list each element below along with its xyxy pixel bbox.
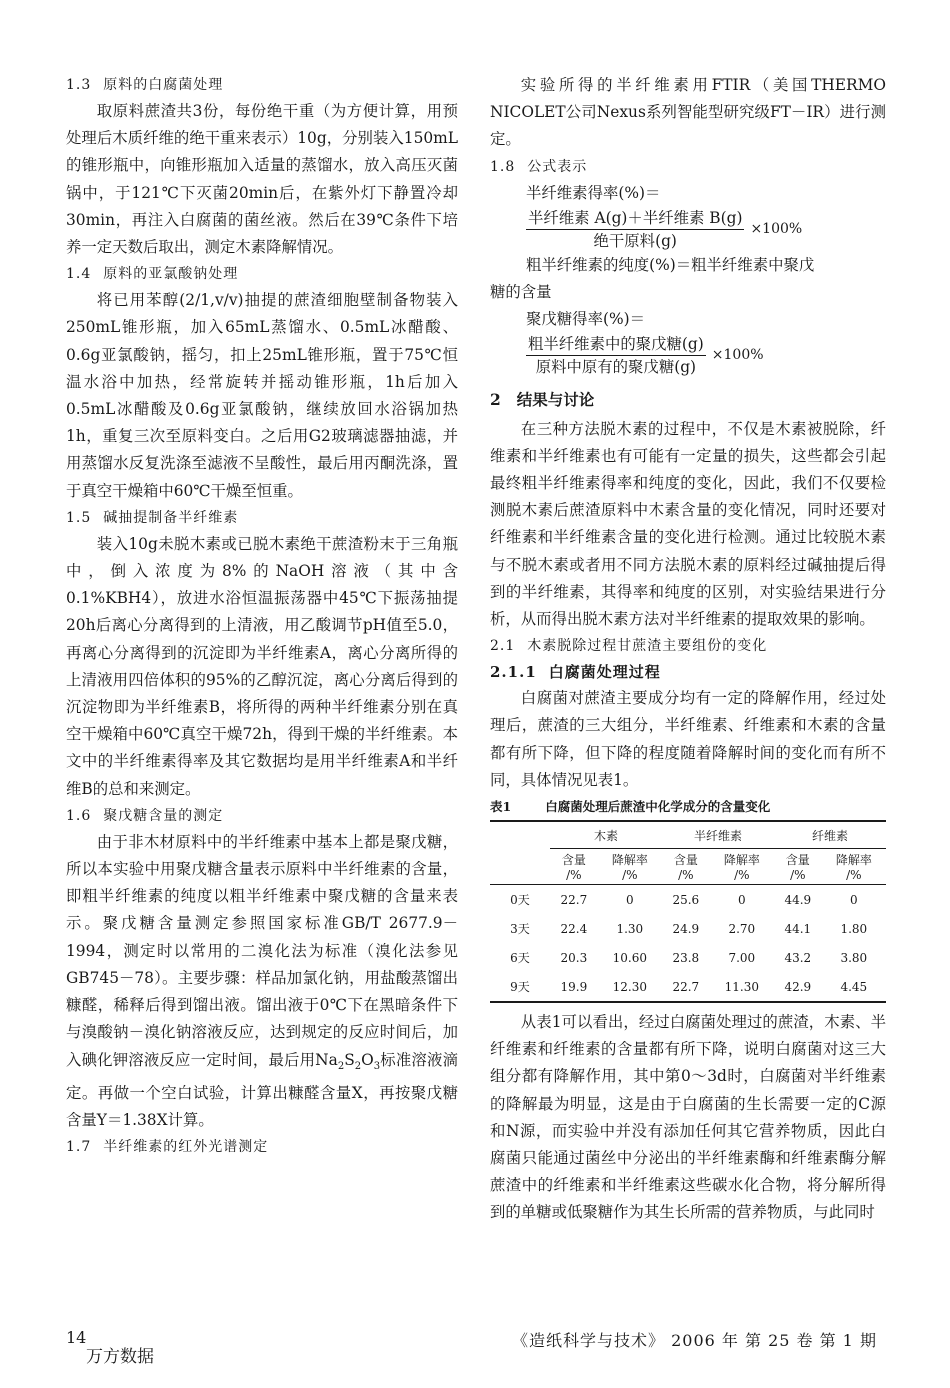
watermark: 万方数据 bbox=[86, 1347, 154, 1367]
table-subheader-row bbox=[490, 849, 886, 885]
table-subheader: 含量 /% bbox=[561, 853, 586, 883]
section-heading-1-3: 1.3 原料的白腐菌处理 bbox=[66, 77, 224, 93]
table-subheader: 含量 /% bbox=[673, 853, 698, 883]
fraction: $\frac{\text{粗半纤维素中的聚戊糖(g)}}{\text{原料中原有的聚戊糖(g)}}$ bbox=[528, 334, 704, 376]
page-number: 14 bbox=[66, 1328, 87, 1347]
section-heading-1-8: 1.8 公式表示 bbox=[490, 158, 588, 175]
table-group-header: 半纤维素 bbox=[662, 821, 774, 849]
table-row: 3天 22.4 1.30 24.9 2.70 44.1 1.80 bbox=[510, 921, 868, 937]
table-subheader: 降解率 /% bbox=[835, 853, 872, 883]
paragraph-1-3: 取原料蔗渣共3份，每份绝干重（为方便计算，用预处理后木质纤维的绝干重来表示）10g，分别装入150mL的锥形瓶中，向锥形瓶加入适量的蒸馏水，放入高压灭菌锅中，于121℃下灭菌20min后，在紫外灯下静置冷却30min，再注入白腐菌的菌丝液。然后在39℃条件下培养一定天数后取出，测定木素降解情况。 bbox=[66, 102, 458, 257]
paragraph-ftir: 实验所得的半纤维素用FTIR（美国THERMO NICOLET公司Nexus系列智能型研究级FT－IR）进行测定。 bbox=[490, 76, 886, 149]
section-heading-2: 2 结果与讨论 bbox=[490, 389, 595, 409]
right-column bbox=[490, 72, 886, 1227]
formula-pentosan-yield: 聚戊糖得率(%)＝ $\frac{\text{粗半纤维素中的聚戊糖(g)}}{\text{原料中原有的聚戊糖(g)}}$ ×100% bbox=[526, 309, 764, 376]
section-heading-2-1-1: 2.1.1 白腐菌处理过程 bbox=[490, 663, 661, 682]
table-row: 0天 22.7 0 25.6 0 44.9 0 bbox=[510, 892, 858, 908]
left-column bbox=[66, 72, 458, 1160]
paragraph-1-6: 由于非木材原料中的半纤维素中基本上都是聚戊糖，所以本实验中用聚戊糖含量表示原料中半纤维素的含量，即粗半纤维素的纯度以粗半纤维素中聚戊糖的含量来表示。聚戊糖含量测定参照国家标准GB/T 2677.9－1994，测定时以常用的二溴化法为标准（溴化法参见GB745－78）。主要步骤：样品加氯化钠，用盐酸蒸馏出糠醛，稀释后得到馏出液。馏出液于0℃下在黑暗条件下与溴酸钠－溴化钠溶液反应，达到规定的反应时间后，加入碘化钾溶液反应一定时间，最后用$Na_2S_2O_3$标准溶液滴定。再做一个空白试验，计算出糠醛含量X，再按聚戊糖含量Y＝1.38X计算。 bbox=[66, 832, 458, 1129]
formula-hemicellulose-yield: 半纤维素得率(%)＝ $\frac{\text{半纤维素 A(g)＋半纤维素 B(g)}}{\text{绝干原料(g)}}$ ×100% bbox=[526, 183, 803, 250]
journal-footer: 《造纸科学与技术》 2006 年 第 25 卷 第 1 期 bbox=[512, 1331, 877, 1350]
table-group-header: 木素 bbox=[550, 821, 662, 849]
paragraph-2-1-1: 白腐菌对蔗渣主要成分均有一定的降解作用，经过处理后，蔗渣的三大组分，半纤维素、纤维素和木素的含量都有所下降，但下降的程度随着降解时间的变化而有所不同，具体情况见表1。 bbox=[490, 689, 886, 789]
table-row: 6天 20.3 10.60 23.8 7.00 43.2 3.80 bbox=[510, 950, 868, 966]
section-heading-1-7: 1.7 半纤维素的红外光谱测定 bbox=[66, 1139, 269, 1156]
formula-purity: 粗半纤维素的纯度(%)＝粗半纤维素中聚戊 糖的含量 bbox=[490, 255, 815, 301]
table-caption: 表1 白腐菌处理后蔗渣中化学成分的含量变化 bbox=[490, 799, 771, 815]
paragraph-table-discussion: 从表1可以看出，经过白腐菌处理过的蔗渣，木素、半纤维素和纤维素的含量都有所下降，说明白腐菌对这三大组分都有降解作用，其中第0～3d时，白腐菌对半纤维素的降解最为明显，这是由于白腐菌的生长需要一定的C源和N源，而实验中并没有添加任何其它营养物质，因此白腐菌只能通过菌丝中分泌出的半纤维素酶和纤维素酶分解蔗渣中的纤维素和半纤维素这些碳水化合物，将分解所得到的单糖或低聚糖作为其生长所需的营养物质，与此同时 bbox=[490, 1013, 886, 1222]
table-group-header: 纤维素 bbox=[774, 821, 886, 849]
paragraph-1-5: 装入10g未脱木素或已脱木素绝干蔗渣粉末于三角瓶中，倒入浓度为8%的NaOH溶液（其中含0.1%KBH4），放进水浴恒温振荡器中45℃下振荡抽提20h后离心分离得到的上清液，用乙酸调节pH值至5.0，再离心分离得到的沉淀即为半纤维素A，离心分离所得的上清液用四倍体积的95%的乙醇沉淀，离心分离后得到的沉淀物即为半纤维素B，将所得的两种半纤维素分别在真空干燥箱中60℃真空干燥72h，得到干燥的半纤维素。本文中的半纤维素得率及其它数据均是用半纤维素A和半纤维B的总和来测定。 bbox=[66, 534, 458, 798]
chem-formula: $Na_2S_2O_3$ bbox=[315, 1050, 381, 1072]
section-heading-1-4: 1.4 原料的亚氯酸钠处理 bbox=[66, 266, 239, 283]
section-heading-1-6: 1.6 聚戊糖含量的测定 bbox=[66, 807, 224, 824]
section-heading-1-5: 1.5 碱抽提制备半纤维素 bbox=[66, 509, 239, 526]
paragraph-2: 在三种方法脱木素的过程中，不仅是木素被脱除，纤维素和半纤维素也有可能有一定量的损失，这些都会引起最终粗半纤维素得率和纯度的变化，因此，我们不仅要检测脱木素后蔗渣原料中木素含量的变化情况，同时还要对纤维素和半纤维素含量的变化进行检测。通过比较脱木素与不脱木素或者用不同方法脱木素的原料经过碱抽提后得到的半纤维素，其得率和纯度的区别，对实验结果进行分析，从而得出脱木素方法对半纤维素的提取效果的影响。 bbox=[490, 419, 886, 629]
paragraph-1-4: 将已用苯醇(2/1,v/v)抽提的蔗渣细胞壁制备物装入250mL锥形瓶，加入65mL蒸馏水、0.5mL冰醋酸、0.6g亚氯酸钠，摇匀，扣上25mL锥形瓶，置于75℃恒温水浴中加热，经常旋转并摇动锥形瓶，1h后加入0.5mL冰醋酸及0.6g亚氯酸钠，继续放回水浴锅加热1h，重复三次至原料变白。之后用G2玻璃滤器抽滤，并用蒸馏水反复洗涤至滤液不呈酸性，最后用丙酮洗涤，置于真空干燥箱中60℃干燥至恒重。 bbox=[66, 291, 458, 500]
fraction: $\frac{\text{半纤维素 A(g)＋半纤维素 B(g)}}{\text{绝干原料(g)}}$ bbox=[528, 208, 743, 250]
data-table bbox=[490, 820, 886, 1003]
section-heading-2-1: 2.1 木素脱除过程甘蔗渣主要组份的变化 bbox=[490, 638, 768, 655]
table-row: 9天 19.9 12.30 22.7 11.30 42.9 4.45 bbox=[490, 972, 886, 1002]
table-subheader: 降解率 /% bbox=[611, 853, 648, 883]
table-subheader: 含量 /% bbox=[785, 853, 810, 883]
table-subheader: 降解率 /% bbox=[723, 853, 760, 883]
